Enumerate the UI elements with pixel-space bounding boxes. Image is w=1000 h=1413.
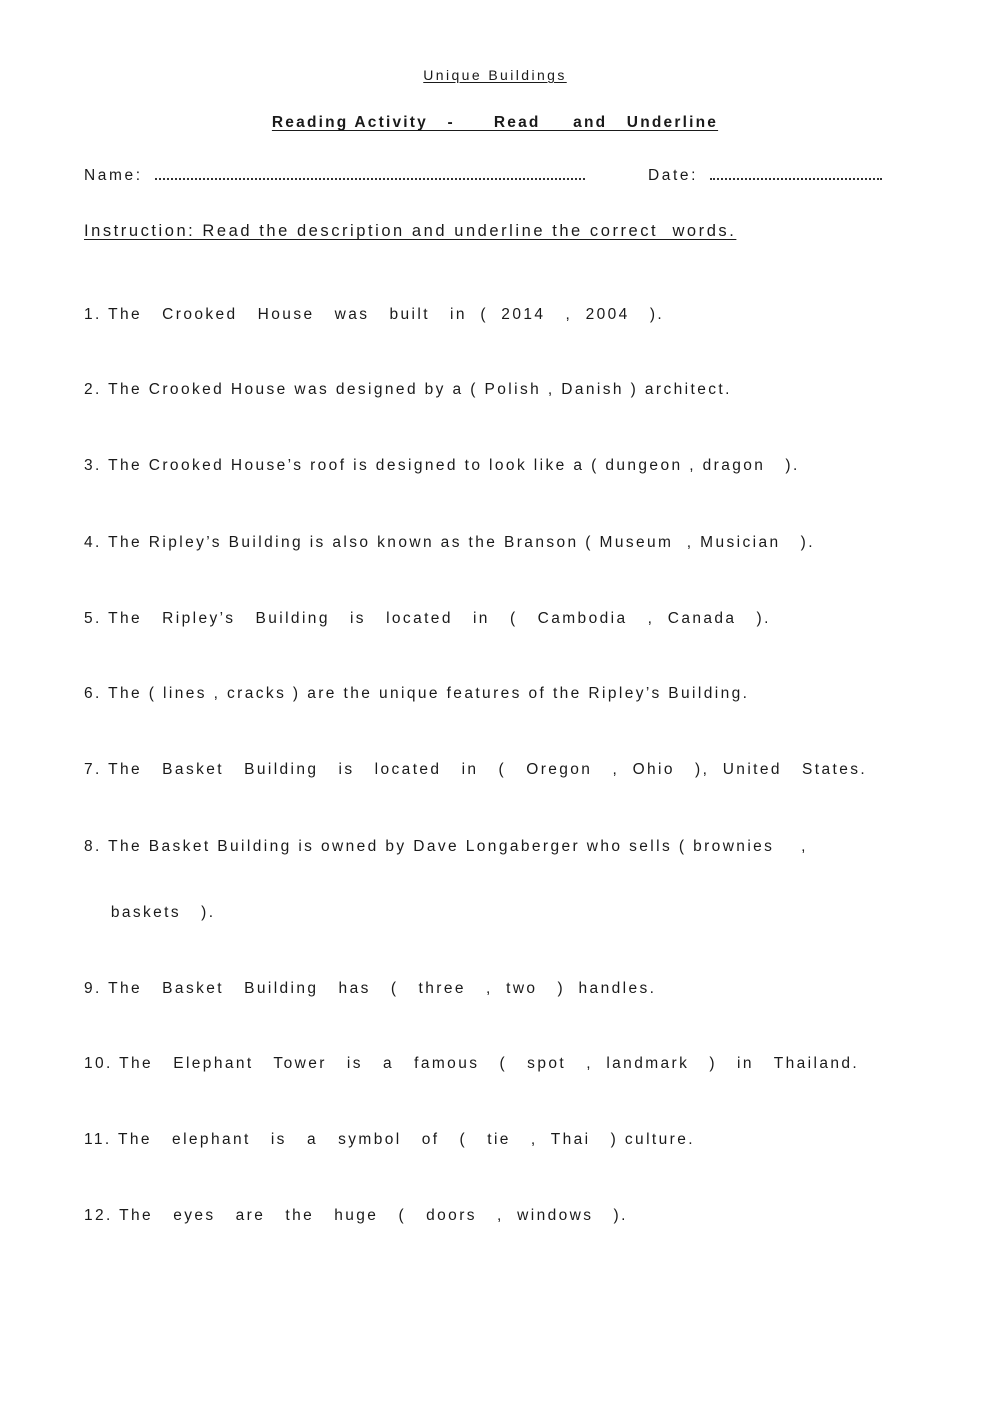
date-field-row: [648, 167, 882, 185]
question-5: 5. The Ripley’s Building is located in ( Cambodia , Canada ).: [84, 610, 771, 627]
question-8-continued: baskets ).: [84, 904, 216, 921]
worksheet-title: Unique Buildings: [423, 67, 567, 83]
question-2: 2. The Crooked House was designed by a ( Polish , Danish ) architect.: [84, 381, 732, 398]
date-label: Date:: [648, 167, 699, 184]
question-12: 12. The eyes are the huge ( doors , windows ).: [84, 1207, 628, 1224]
question-1: 1. The Crooked House was built in ( 2014 , 2004 ).: [84, 306, 665, 323]
name-field-row: [84, 167, 585, 185]
question-11: 11. The elephant is a symbol of ( tie , Thai ) culture.: [84, 1131, 695, 1148]
question-3: 3. The Crooked House’s roof is designed to look like a ( dungeon , dragon ).: [84, 457, 800, 474]
question-7: 7. The Basket Building is located in ( Oregon , Ohio ), United States.: [84, 761, 868, 778]
question-8: 8. The Basket Building is owned by Dave Longaberger who sells ( brownies ,: [84, 838, 808, 855]
activity-subtitle: Reading Activity - Read and Underline: [271, 114, 719, 131]
question-10: 10. The Elephant Tower is a famous ( spot , landmark ) in Thailand.: [84, 1055, 860, 1072]
instruction-text: Instruction: Read the description and underline the correct words.: [84, 222, 737, 240]
question-9: 9. The Basket Building has ( three , two ) handles.: [84, 980, 657, 997]
name-label: Name:: [84, 167, 143, 184]
question-6: 6. The ( lines , cracks ) are the unique features of the Ripley’s Building.: [84, 685, 750, 702]
name-blank[interactable]: [155, 176, 585, 180]
date-blank[interactable]: [710, 176, 882, 180]
question-4: 4. The Ripley’s Building is also known as the Branson ( Museum , Musician ).: [84, 534, 815, 551]
